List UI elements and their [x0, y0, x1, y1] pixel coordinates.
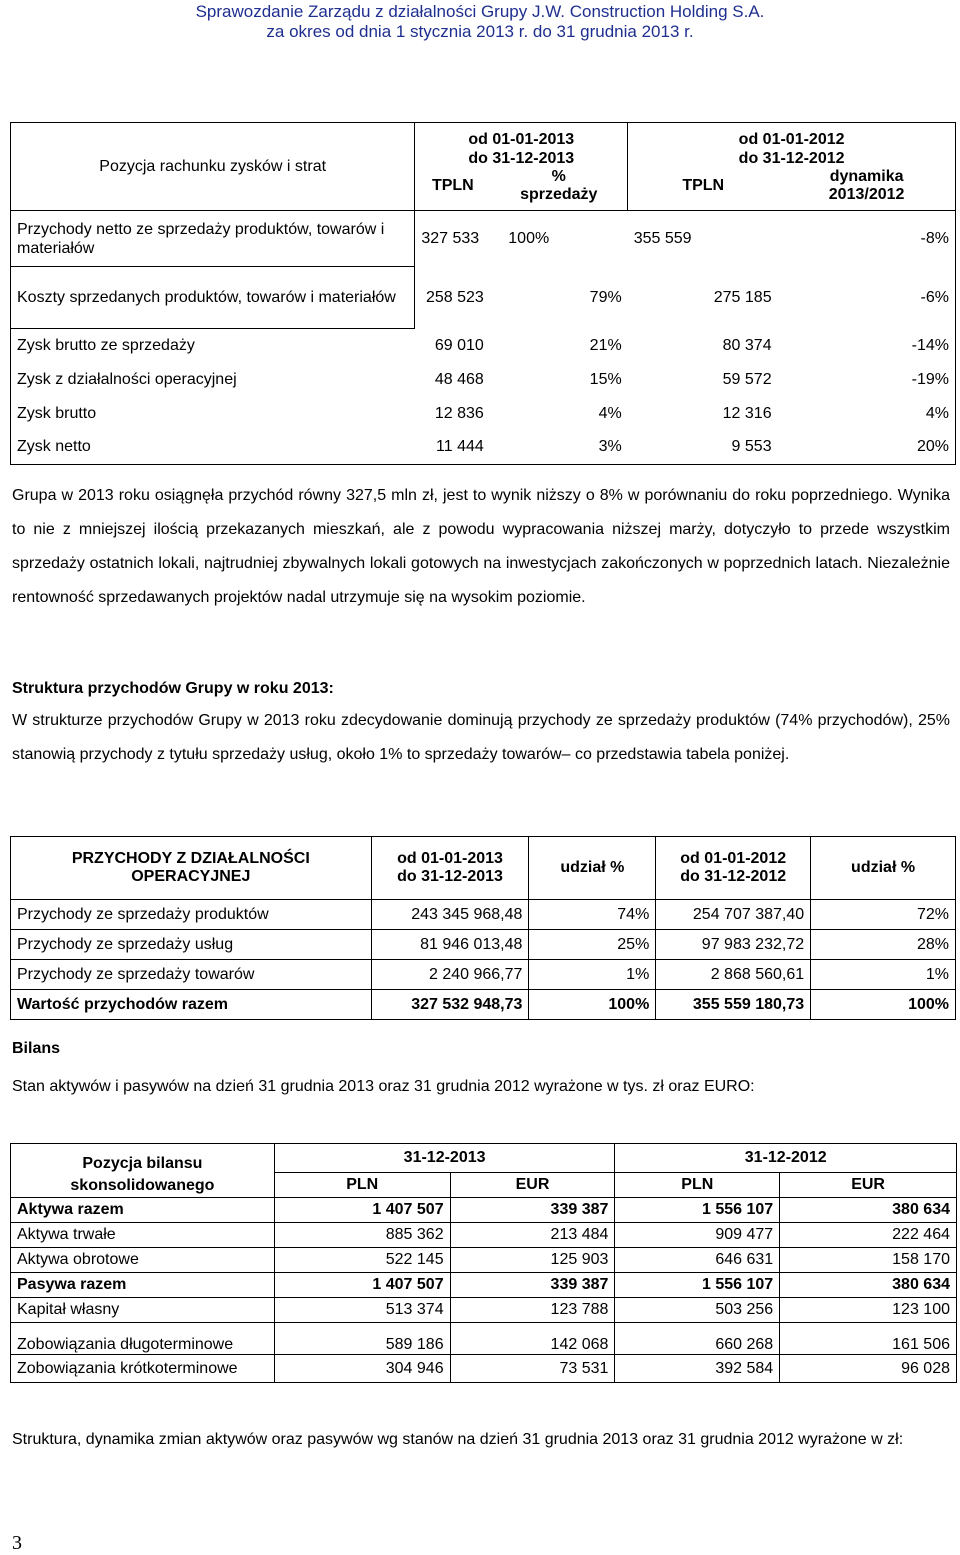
header-pln-2012: PLN — [615, 1173, 780, 1198]
header-period-2013: od 01-01-2013 do 31-12-2013 TPLN % sprzedaży — [415, 123, 628, 211]
table-row: Aktywa obrotowe 522 145 125 903 646 631 158 170 — [11, 1248, 957, 1273]
document-header — [0, 2, 960, 42]
closing-text: Struktura, dynamika zmian aktywów oraz pasywów wg stanów na dzień 31 grudnia 2013 oraz 31 grudnia 2012 wyrażone w zł: — [12, 1431, 904, 1448]
table-row-total: Wartość przychodów razem 327 532 948,73 100% 355 559 180,73 100% — [11, 990, 956, 1020]
table-row: Przychody netto ze sprzedaży produktów, towarów i materiałów 327 533 100% 355 559 -8% — [11, 211, 956, 267]
header-balance-position: Pozycja bilansu skonsolidowanego — [11, 1144, 275, 1198]
header-line-1: Sprawozdanie Zarządu z działalności Grupy J.W. Construction Holding S.A. — [195, 2, 765, 21]
table-row: Kapitał własny 513 374 123 788 503 256 123 100 — [11, 1298, 957, 1323]
header-eur-2013: EUR — [450, 1173, 615, 1198]
table-row: Przychody ze sprzedaży usług 81 946 013,48 25% 97 983 232,72 28% — [11, 930, 956, 960]
header-position: Pozycja rachunku zysków i strat — [11, 123, 415, 211]
table-row: Zysk brutto 12 836 4% 12 316 4% — [17, 404, 949, 422]
table-row: Zobowiązania krótkoterminowe 304 946 73 531 392 584 96 028 — [11, 1355, 957, 1383]
table-row: Przychody ze sprzedaży towarów 2 240 966,77 1% 2 868 560,61 1% — [11, 960, 956, 990]
header-share-2013: udział % — [529, 837, 656, 900]
header-line-2: za okres od dnia 1 stycznia 2013 r. do 31 grudnia 2013 r. — [266, 22, 694, 41]
table-row: Zysk netto 11 444 3% 9 553 20% — [17, 438, 949, 456]
table-row-total: Pasywa razem 1 407 507 339 387 1 556 107 380 634 — [11, 1273, 957, 1298]
table-row: Koszty sprzedanych produktów, towarów i materiałów 258 523 79% 275 185 -6% — [11, 267, 956, 329]
table-row: Zysk z działalności operacyjnej 48 468 15% 59 572 -19% — [17, 370, 949, 388]
header-date-2012: 31-12-2012 — [615, 1144, 957, 1173]
income-statement-table — [10, 122, 956, 465]
table-row: Zobowiązania długoterminowe 589 186 142 068 660 268 161 506 — [11, 1323, 957, 1355]
paragraph-revenue-structure: W strukturze przychodów Grupy w 2013 roku zdecydowanie dominują przychody ze sprzedaży produktów (74% przychodów), 25% stanowią przychody z tytułu sprzedaży usług, około 1% to sprzedaży towarów– co przedstawia tabela poniżej. — [12, 712, 950, 763]
page-number: 3 — [12, 1532, 22, 1554]
header-revenue-label: PRZYCHODY Z DZIAŁALNOŚCI OPERACYJNEJ — [11, 837, 372, 900]
header-eur-2012: EUR — [780, 1173, 957, 1198]
section-title-bilans: Bilans — [12, 1040, 61, 1057]
section-title-revenue-structure: Struktura przychodów Grupy w roku 2013: — [12, 680, 334, 697]
table-row: Aktywa trwałe 885 362 213 484 909 477 222 464 — [11, 1223, 957, 1248]
table-row: Przychody ze sprzedaży produktów 243 345 968,48 74% 254 707 387,40 72% — [11, 900, 956, 930]
bilans-intro: Stan aktywów i pasywów na dzień 31 grudnia 2013 oraz 31 grudnia 2012 wyrażone w tys. zł oraz EURO: — [12, 1078, 755, 1095]
header-period-2012: od 01-01-2012 do 31-12-2012 — [656, 837, 811, 900]
header-period-2013: od 01-01-2013 do 31-12-2013 — [371, 837, 529, 900]
header-pln-2013: PLN — [274, 1173, 450, 1198]
balance-sheet-table — [10, 1143, 957, 1383]
operating-revenue-table — [10, 836, 956, 1020]
paragraph-revenue-summary: Grupa w 2013 roku osiągnęła przychód równy 327,5 mln zł, jest to wynik niższy o 8% w porównaniu do roku poprzedniego. Wynika to nie z mniejszej ilością przekazanych mieszkań, ale z powodu wypracowania niższej marży, dotyczyło to przede wszystkim sprzedaży ostatnich lokali, najtrudniej zbywalnych lokali gotowych na inwestycjach zakończonych w poprzednich latach. Niezależnie rentowność sprzedawanych projektów nadal utrzymuje się na wysokim poziomie. — [12, 487, 950, 606]
header-date-2013: 31-12-2013 — [274, 1144, 615, 1173]
table-row: Zysk brutto ze sprzedaży 69 010 21% 80 374 -14% — [17, 336, 949, 354]
header-period-2012: od 01-01-2012 do 31-12-2012 TPLN dynamika 2013/2012 — [628, 123, 956, 211]
table-row-total: Aktywa razem 1 407 507 339 387 1 556 107 380 634 — [11, 1198, 957, 1223]
header-share-2012: udział % — [811, 837, 956, 900]
